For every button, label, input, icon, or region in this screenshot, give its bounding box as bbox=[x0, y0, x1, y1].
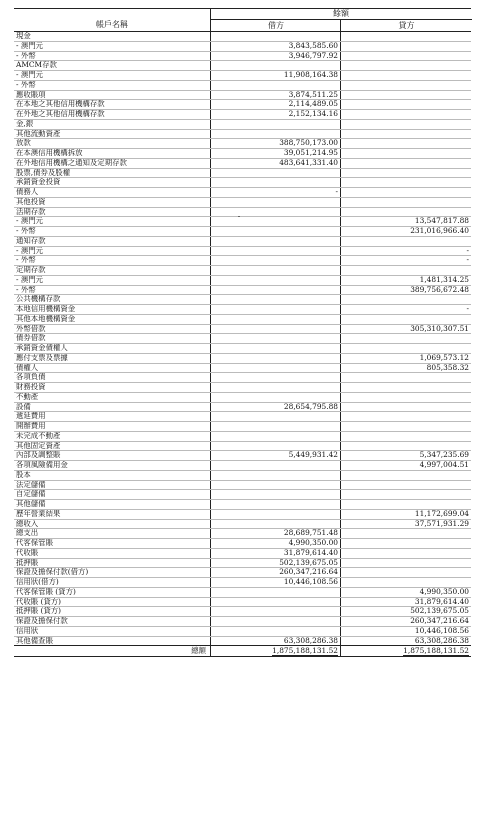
account-name-cell: 財務投資 bbox=[16, 383, 46, 391]
account-name-cell: 各項負債 bbox=[16, 373, 46, 382]
table-row bbox=[14, 226, 471, 236]
credit-cell bbox=[340, 71, 472, 80]
account-name-cell: 承銷資金投資 bbox=[16, 178, 61, 187]
account-name-cell: 抵押賬 (貸方) bbox=[16, 607, 62, 616]
credit-cell: 4,990,350.00 bbox=[340, 588, 472, 597]
table-row bbox=[14, 567, 471, 577]
table-row bbox=[14, 80, 471, 90]
debit-cell bbox=[210, 61, 341, 70]
credit-cell: 5,347,235.69 bbox=[340, 451, 472, 460]
account-name-cell: 抵押賬 bbox=[16, 558, 39, 567]
table-row bbox=[14, 285, 471, 295]
account-name-cell: 設備 bbox=[16, 402, 31, 411]
credit-cell: 37,571,931.29 bbox=[340, 520, 472, 529]
account-name-cell: 歷年營業結果 bbox=[16, 509, 61, 518]
table-row bbox=[14, 411, 471, 421]
account-name-cell: 代客保管賬 (貸方) bbox=[16, 587, 76, 596]
account-name-cell: 保證及擔保付款 bbox=[16, 617, 68, 625]
credit-cell: - bbox=[340, 256, 472, 265]
table-row bbox=[14, 548, 471, 558]
debit-cell: 502,139,675.05 bbox=[210, 559, 341, 568]
debit-cell bbox=[210, 598, 341, 607]
table-body bbox=[14, 32, 471, 645]
table-row bbox=[14, 138, 471, 148]
debit-cell bbox=[210, 247, 341, 256]
debit-cell bbox=[210, 442, 341, 451]
table-row bbox=[14, 597, 471, 607]
debit-cell bbox=[210, 276, 341, 285]
debit-cell bbox=[210, 383, 341, 392]
table-row bbox=[14, 509, 471, 519]
debit-cell: 28,689,751.48 bbox=[210, 529, 341, 538]
credit-cell bbox=[340, 32, 472, 41]
credit-cell: 63,308,286.38 bbox=[340, 637, 472, 646]
table-row bbox=[14, 197, 471, 207]
table-row bbox=[14, 587, 471, 597]
table-row bbox=[14, 558, 471, 568]
table-row bbox=[14, 187, 471, 197]
table-row bbox=[14, 70, 471, 80]
table-row bbox=[14, 41, 471, 51]
account-name-cell: 活期存款 bbox=[16, 207, 46, 216]
credit-cell bbox=[340, 178, 472, 187]
table-row bbox=[14, 236, 471, 246]
account-name-cell: - 澳門元 bbox=[16, 71, 44, 79]
account-name-cell: AMCM存款 bbox=[16, 61, 57, 70]
credit-cell bbox=[340, 412, 472, 421]
debit-cell bbox=[210, 81, 341, 90]
debit-cell bbox=[210, 217, 341, 226]
table-row bbox=[14, 499, 471, 509]
table-row bbox=[14, 402, 471, 412]
debit-cell: 4,990,350.00 bbox=[210, 539, 341, 548]
account-name-header: 帳戶名稱 bbox=[96, 20, 128, 29]
debit-cell bbox=[210, 500, 341, 509]
debit-cell bbox=[210, 422, 341, 431]
debit-cell bbox=[210, 412, 341, 421]
credit-cell: 1,069,573.12 bbox=[340, 354, 472, 363]
debit-cell: 483,641,331.40 bbox=[210, 159, 341, 168]
header-group-row bbox=[14, 9, 471, 19]
table-row bbox=[14, 372, 471, 382]
debit-cell bbox=[210, 237, 341, 246]
debit-cell bbox=[210, 315, 341, 324]
credit-cell bbox=[340, 110, 472, 119]
table-row bbox=[14, 32, 471, 41]
credit-cell bbox=[340, 100, 472, 109]
header-row bbox=[14, 19, 471, 32]
debit-cell bbox=[210, 325, 341, 334]
table-row bbox=[14, 255, 471, 265]
credit-cell bbox=[340, 578, 472, 587]
debit-cell bbox=[210, 208, 341, 217]
table-row bbox=[14, 265, 471, 275]
table-row bbox=[14, 119, 471, 129]
debit-cell bbox=[210, 354, 341, 363]
table-row bbox=[14, 177, 471, 187]
table-row bbox=[14, 353, 471, 363]
debit-cell: 260,347,216.64 bbox=[210, 568, 341, 577]
total-credit bbox=[340, 646, 472, 656]
credit-cell bbox=[340, 373, 472, 382]
table-row bbox=[14, 51, 471, 61]
account-name-cell: 股票,債券及股權 bbox=[16, 168, 71, 177]
credit-cell bbox=[340, 149, 472, 158]
table-row bbox=[14, 129, 471, 139]
debit-cell: 2,152,134.16 bbox=[210, 110, 341, 119]
account-name-cell: - 澳門元 bbox=[16, 246, 44, 255]
credit-cell bbox=[340, 559, 472, 568]
credit-cell bbox=[340, 159, 472, 168]
credit-cell: 231,016,966.40 bbox=[340, 227, 472, 236]
account-name-cell: 代客保管賬 bbox=[16, 539, 53, 547]
account-name-cell: 自定儲備 bbox=[16, 490, 46, 499]
account-name-cell: 代收賬 (貸方) bbox=[16, 597, 62, 606]
account-name-cell: 債權人 bbox=[16, 363, 39, 372]
table-row bbox=[14, 109, 471, 119]
credit-cell: - bbox=[340, 305, 472, 314]
debit-cell bbox=[210, 32, 341, 41]
credit-cell: 31,879,614.40 bbox=[340, 598, 472, 607]
total-row bbox=[14, 645, 471, 657]
debit-cell bbox=[210, 120, 341, 129]
credit-cell bbox=[340, 237, 472, 246]
credit-cell bbox=[340, 81, 472, 90]
credit-cell bbox=[340, 266, 472, 275]
table-row bbox=[14, 519, 471, 529]
account-name-cell: 信用狀(借方) bbox=[16, 578, 59, 586]
account-name-cell: - 外幣 bbox=[16, 80, 36, 89]
debit-cell bbox=[210, 198, 341, 207]
credit-header: 貸方 bbox=[340, 19, 472, 32]
total-label: 總額 bbox=[191, 646, 206, 656]
debit-cell: 39,051,214.95 bbox=[210, 149, 341, 158]
credit-cell: 305,310,307.51 bbox=[340, 325, 472, 334]
debit-cell bbox=[210, 510, 341, 519]
credit-cell bbox=[340, 295, 472, 304]
account-name-cell: 總收入 bbox=[16, 519, 39, 528]
debit-cell: 11,908,164.38 bbox=[210, 71, 341, 80]
table-row bbox=[14, 99, 471, 109]
table-row bbox=[14, 207, 471, 217]
debit-cell: 3,843,585.60 bbox=[210, 42, 341, 51]
debit-header: 借方 bbox=[210, 19, 341, 32]
account-name-cell: 其他儲備 bbox=[16, 500, 46, 508]
total-debit-value: 1,875,188,131.52 bbox=[272, 646, 338, 656]
account-name-cell: 金,銀 bbox=[16, 119, 34, 128]
table-row bbox=[14, 392, 471, 402]
table-row bbox=[14, 304, 471, 314]
account-name-cell: 其他固定資產 bbox=[16, 441, 61, 450]
table-row bbox=[14, 431, 471, 441]
debit-cell bbox=[210, 588, 341, 597]
table-row bbox=[14, 577, 471, 587]
account-name-cell: 內部及調整賬 bbox=[16, 451, 61, 460]
table-row bbox=[14, 333, 471, 343]
credit-cell bbox=[340, 139, 472, 148]
table-row bbox=[14, 616, 471, 626]
credit-cell bbox=[340, 334, 472, 343]
account-name-cell: 在本澳信用機構拆放 bbox=[16, 149, 83, 157]
debit-cell: 63,308,286.38 bbox=[210, 637, 341, 646]
table-row bbox=[14, 489, 471, 499]
credit-cell bbox=[340, 529, 472, 538]
credit-cell bbox=[340, 432, 472, 441]
account-name-cell: 法定儲備 bbox=[16, 480, 46, 489]
table-row bbox=[14, 343, 471, 353]
account-name-cell: - 澳門元 bbox=[16, 41, 44, 50]
credit-cell bbox=[340, 549, 472, 558]
table-row bbox=[14, 246, 471, 256]
credit-cell bbox=[340, 481, 472, 490]
table-row bbox=[14, 606, 471, 616]
credit-cell bbox=[340, 500, 472, 509]
debit-cell: 3,946,797.92 bbox=[210, 52, 341, 61]
credit-cell: 502,139,675.05 bbox=[340, 607, 472, 616]
debit-cell bbox=[210, 627, 341, 636]
credit-cell: 13,547,817.88 bbox=[340, 217, 472, 226]
credit-cell bbox=[340, 442, 472, 451]
account-name-cell: 保證及擔保付款(借方) bbox=[16, 568, 89, 577]
table-row bbox=[14, 60, 471, 70]
account-name-cell: 在外地信用機構之通知及定期存款 bbox=[16, 158, 127, 167]
credit-cell bbox=[340, 91, 472, 100]
account-name-cell: - 外幣 bbox=[16, 285, 36, 294]
account-name-cell: 其他本地機構資金 bbox=[16, 314, 76, 323]
table-row bbox=[14, 294, 471, 304]
account-name-cell: - 外幣 bbox=[16, 51, 36, 60]
account-name-cell: 信用狀 bbox=[16, 626, 39, 635]
debit-cell: 388,750,173.00 bbox=[210, 139, 341, 148]
table-row bbox=[14, 363, 471, 373]
credit-cell bbox=[340, 490, 472, 499]
account-name-cell: - 澳門元 bbox=[16, 217, 44, 226]
credit-cell bbox=[340, 471, 472, 480]
credit-cell bbox=[340, 393, 472, 402]
debit-cell bbox=[210, 393, 341, 402]
debit-cell: 28,654,795.88 bbox=[210, 403, 341, 412]
debit-cell bbox=[210, 286, 341, 295]
credit-cell bbox=[340, 130, 472, 139]
account-name-cell: 放款 bbox=[16, 139, 31, 148]
account-name-cell: 債券借款 bbox=[16, 334, 46, 343]
table-row bbox=[14, 314, 471, 324]
table-row bbox=[14, 450, 471, 460]
debit-cell bbox=[210, 334, 341, 343]
table-row bbox=[14, 460, 471, 470]
account-name-cell: 在外地之其他信用機構存款 bbox=[16, 110, 105, 118]
table-row bbox=[14, 480, 471, 490]
account-name-cell: 公共機構存款 bbox=[16, 295, 61, 304]
debit-cell: 5,449,931.42 bbox=[210, 451, 341, 460]
debit-cell bbox=[210, 471, 341, 480]
table-row bbox=[14, 168, 471, 178]
debit-cell: 31,879,614.40 bbox=[210, 549, 341, 558]
debit-cell bbox=[210, 461, 341, 470]
account-name-cell: 在本地之其他信用機構存款 bbox=[16, 100, 105, 109]
account-name-cell: 定期存款 bbox=[16, 266, 46, 274]
account-name-cell: 未完成不動產 bbox=[16, 431, 61, 440]
credit-cell: 4,997,004.51 bbox=[340, 461, 472, 470]
debit-cell bbox=[210, 520, 341, 529]
debit-cell: 2,114,489.05 bbox=[210, 100, 341, 109]
debit-cell bbox=[210, 227, 341, 236]
account-name-cell: - 外幣 bbox=[16, 227, 36, 235]
account-name-cell: 債務人 bbox=[16, 188, 39, 196]
table-row bbox=[14, 470, 471, 480]
credit-cell: 11,172,699.04 bbox=[340, 510, 472, 519]
credit-cell: 1,481,314.25 bbox=[340, 276, 472, 285]
account-name-cell: - 外幣 bbox=[16, 256, 36, 265]
credit-cell: - bbox=[340, 247, 472, 256]
total-debit bbox=[210, 646, 341, 656]
account-name-cell: 開辦費用 bbox=[16, 422, 46, 430]
debit-cell bbox=[210, 295, 341, 304]
credit-cell bbox=[340, 188, 472, 197]
credit-cell: 260,347,216.64 bbox=[340, 617, 472, 626]
debit-cell: - bbox=[210, 188, 341, 197]
total-credit-value: 1,875,188,131.52 bbox=[403, 646, 469, 656]
account-name-cell: 外幣借款 bbox=[16, 324, 46, 333]
table-row bbox=[14, 626, 471, 636]
table-row bbox=[14, 538, 471, 548]
account-name-cell: 各項風險備用金 bbox=[16, 461, 68, 469]
credit-cell bbox=[340, 422, 472, 431]
table-row bbox=[14, 421, 471, 431]
account-name-cell: 本地信用機構資金 bbox=[16, 305, 76, 313]
debit-cell bbox=[210, 490, 341, 499]
balance-group-header: 餘額 bbox=[210, 9, 471, 19]
account-name-cell: 遞延費用 bbox=[16, 412, 46, 421]
debit-cell bbox=[210, 617, 341, 626]
credit-cell bbox=[340, 198, 472, 207]
debit-cell bbox=[210, 373, 341, 382]
credit-cell bbox=[340, 383, 472, 392]
account-name-cell: 應收賬項 bbox=[16, 90, 46, 99]
table-row bbox=[14, 382, 471, 392]
credit-cell bbox=[340, 61, 472, 70]
credit-cell bbox=[340, 120, 472, 129]
credit-cell: 10,446,108.56 bbox=[340, 627, 472, 636]
credit-cell bbox=[340, 52, 472, 61]
account-name-cell: 承銷資金債權人 bbox=[16, 344, 68, 352]
account-name-cell: 股本 bbox=[16, 470, 31, 479]
balance-table bbox=[14, 8, 471, 657]
debit-cell bbox=[210, 305, 341, 314]
credit-cell bbox=[340, 344, 472, 353]
table-row bbox=[14, 90, 471, 100]
credit-cell: 389,756,672.48 bbox=[340, 286, 472, 295]
credit-cell bbox=[340, 315, 472, 324]
table-row bbox=[14, 528, 471, 538]
account-name-cell: 代收賬 bbox=[16, 548, 39, 557]
debit-cell bbox=[210, 344, 341, 353]
account-name-cell: 總支出 bbox=[16, 529, 39, 538]
debit-cell: 3,874,511.25 bbox=[210, 91, 341, 100]
credit-cell bbox=[340, 539, 472, 548]
debit-cell bbox=[210, 130, 341, 139]
credit-cell bbox=[340, 208, 472, 217]
account-name-cell: 現金 bbox=[16, 32, 31, 40]
debit-cell bbox=[210, 266, 341, 275]
account-name-cell: 其他投資 bbox=[16, 197, 46, 206]
debit-cell bbox=[210, 432, 341, 441]
debit-cell bbox=[210, 481, 341, 490]
account-name-cell: - 澳門元 bbox=[16, 275, 44, 284]
credit-cell: 805,358.32 bbox=[340, 364, 472, 373]
credit-cell bbox=[340, 403, 472, 412]
debit-cell bbox=[210, 364, 341, 373]
credit-cell bbox=[340, 42, 472, 51]
credit-cell bbox=[340, 169, 472, 178]
stray-mark bbox=[238, 216, 240, 217]
table-row bbox=[14, 275, 471, 285]
account-name-cell: 其他流動資產 bbox=[16, 129, 61, 138]
account-name-cell: 不動產 bbox=[16, 392, 39, 401]
table-row bbox=[14, 324, 471, 334]
table-row bbox=[14, 216, 471, 226]
debit-cell bbox=[210, 178, 341, 187]
account-name-cell: 應付支票及票據 bbox=[16, 353, 68, 362]
debit-cell: 10,446,108.56 bbox=[210, 578, 341, 587]
table-row bbox=[14, 148, 471, 158]
table-row bbox=[14, 636, 471, 646]
account-name-cell: 其他備查賬 bbox=[16, 636, 53, 645]
credit-cell bbox=[340, 568, 472, 577]
debit-cell bbox=[210, 256, 341, 265]
debit-cell bbox=[210, 607, 341, 616]
debit-cell bbox=[210, 169, 341, 178]
account-name-cell: 通知存款 bbox=[16, 236, 46, 245]
table-row bbox=[14, 441, 471, 451]
table-row bbox=[14, 158, 471, 168]
